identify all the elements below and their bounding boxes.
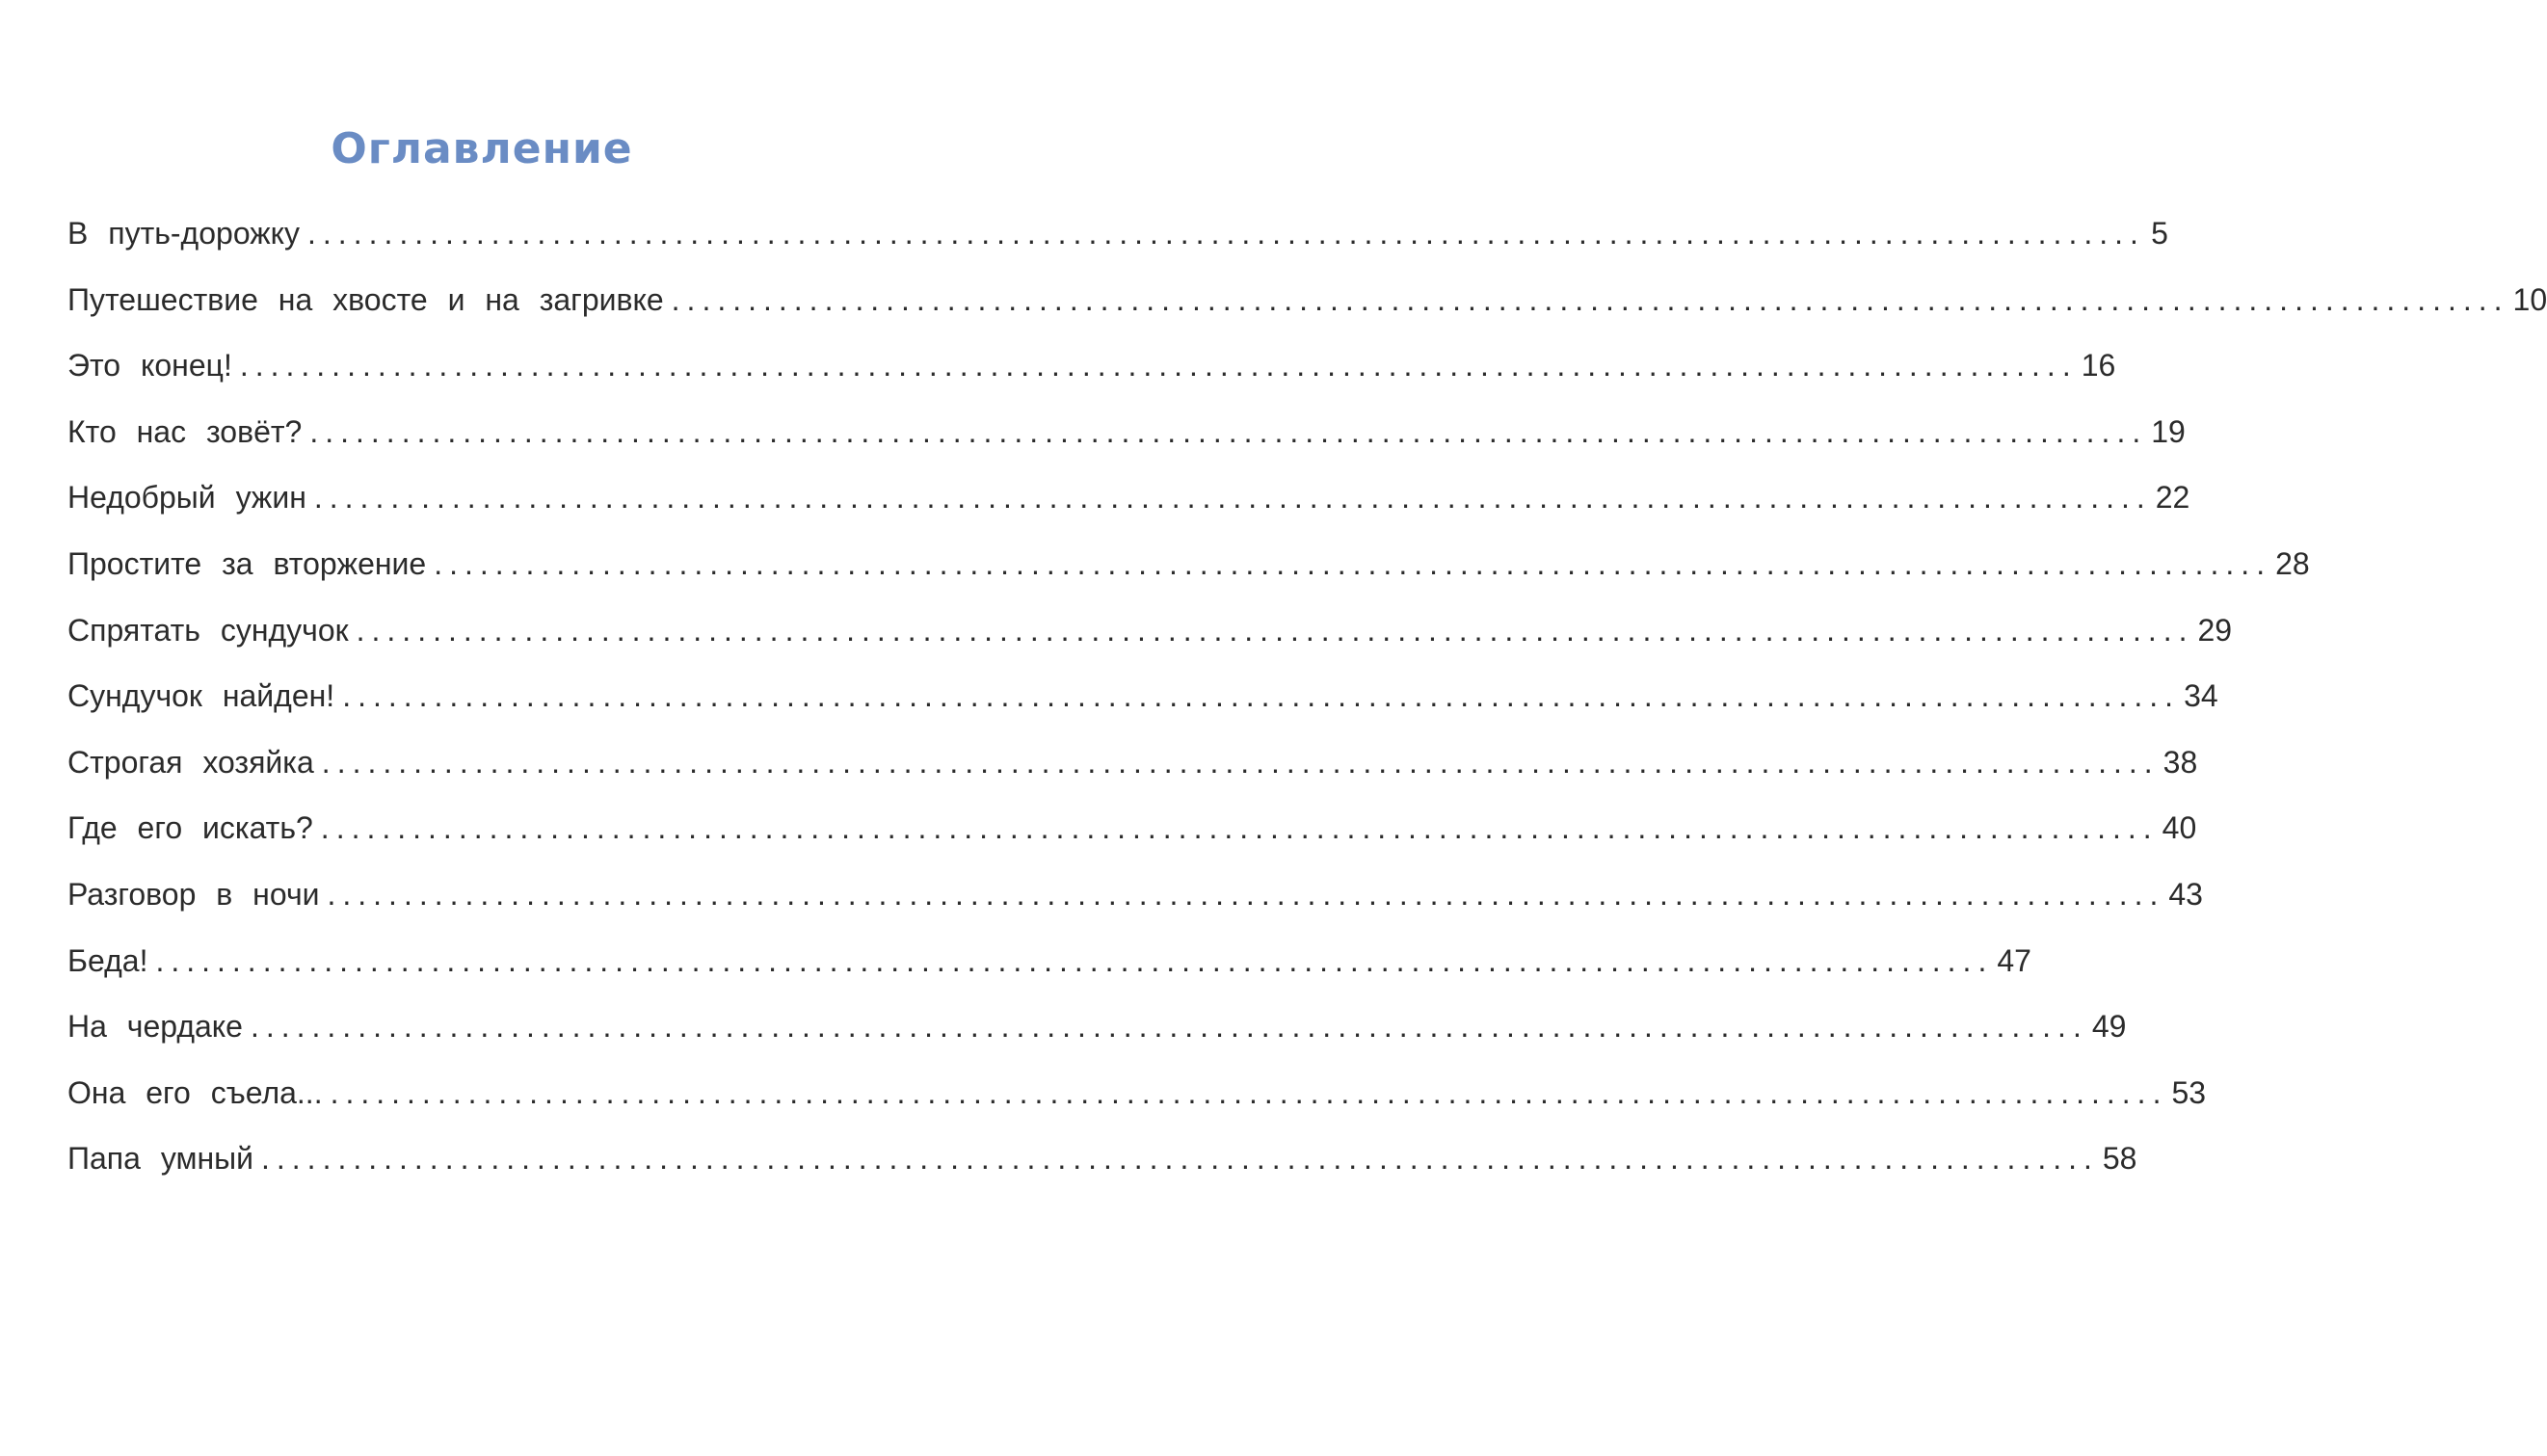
toc-entry-title: Сундучок найден! [67, 678, 335, 714]
dot-leader: ........................................................................................................................ [356, 612, 2194, 648]
page-title: Оглавление [331, 124, 633, 174]
toc-entry[interactable] [67, 999, 2127, 1066]
toc-entry-page: 40 [2162, 810, 2197, 846]
toc-entry-title: Разговор в ночи [67, 876, 320, 912]
toc-entry-page: 47 [1997, 942, 2031, 978]
toc-entry-page: 28 [2275, 545, 2310, 581]
dot-leader: ........................................................................................................................ [434, 545, 2272, 581]
toc-entry-title: Папа умный [67, 1141, 253, 1177]
toc-entry-title: Это конец! [67, 348, 232, 384]
dot-leader: ........................................................................................................................ [307, 216, 2145, 251]
toc-entry[interactable] [67, 273, 2547, 339]
toc-entry-page: 22 [2155, 480, 2190, 516]
toc-entry-title: Беда! [67, 942, 148, 978]
toc-entry-title: Она его съела... [67, 1074, 323, 1110]
toc-entry-page: 49 [2091, 1009, 2127, 1045]
dot-leader: ........................................................................................................................ [342, 678, 2181, 714]
toc-entry-page: 29 [2197, 612, 2233, 648]
dot-leader: ........................................................................................................................ [309, 413, 2148, 449]
dot-leader: ........................................................................................................................ [671, 281, 2509, 317]
toc-entry-page: 16 [2081, 348, 2116, 384]
dot-leader: ........................................................................................................................ [250, 1009, 2088, 1045]
dot-leader: ........................................................................................................................ [261, 1141, 2099, 1177]
toc-entry-page: 38 [2162, 744, 2198, 780]
toc-entry[interactable] [67, 537, 2310, 603]
toc-entry[interactable] [67, 405, 2186, 471]
toc-entry[interactable] [67, 735, 2198, 802]
toc-entry-page: 19 [2151, 413, 2186, 449]
toc-entry[interactable] [67, 470, 2190, 537]
toc-entry-page: 34 [2184, 678, 2218, 714]
toc-entry-title: Строгая хозяйка [67, 744, 314, 780]
table-of-contents [67, 206, 2547, 1198]
toc-entry[interactable] [67, 934, 2031, 1000]
dot-leader: ........................................................................................................................ [321, 744, 2160, 780]
toc-entry-page: 43 [2168, 876, 2203, 912]
toc-entry-page: 5 [2151, 216, 2168, 251]
toc-entry-page: 10 [2512, 281, 2547, 317]
dot-leader: ........................................................................................................................ [239, 348, 2078, 384]
toc-entry-title: Простите за вторжение [67, 545, 427, 581]
toc-entry[interactable] [67, 1131, 2137, 1198]
toc-entry-page: 58 [2102, 1141, 2137, 1177]
toc-entry[interactable] [67, 669, 2218, 735]
toc-entry-title: Спрятать сундучок [67, 612, 349, 648]
toc-entry-title: На чердаке [67, 1009, 243, 1045]
toc-entry[interactable] [67, 338, 2116, 405]
dot-leader: ........................................................................................................................ [330, 1074, 2168, 1110]
dot-leader: ........................................................................................................................ [313, 480, 2152, 516]
toc-entry-title: Где его искать? [67, 810, 313, 846]
toc-entry[interactable] [67, 1066, 2207, 1132]
toc-entry[interactable] [67, 206, 2168, 273]
toc-entry[interactable] [67, 603, 2233, 670]
toc-entry[interactable] [67, 867, 2203, 934]
toc-entry-title: Путешествие на хвосте и на загривке [67, 281, 664, 317]
dot-leader: ........................................................................................................................ [320, 810, 2159, 846]
toc-entry-title: Недобрый ужин [67, 480, 306, 516]
toc-entry-title: Кто нас зовёт? [67, 413, 303, 449]
toc-entry-title: В путь-дорожку [67, 216, 301, 251]
toc-entry[interactable] [67, 801, 2197, 867]
dot-leader: ........................................................................................................................ [155, 942, 1994, 978]
dot-leader: ........................................................................................................................ [327, 876, 2165, 912]
toc-entry-page: 53 [2171, 1074, 2207, 1110]
